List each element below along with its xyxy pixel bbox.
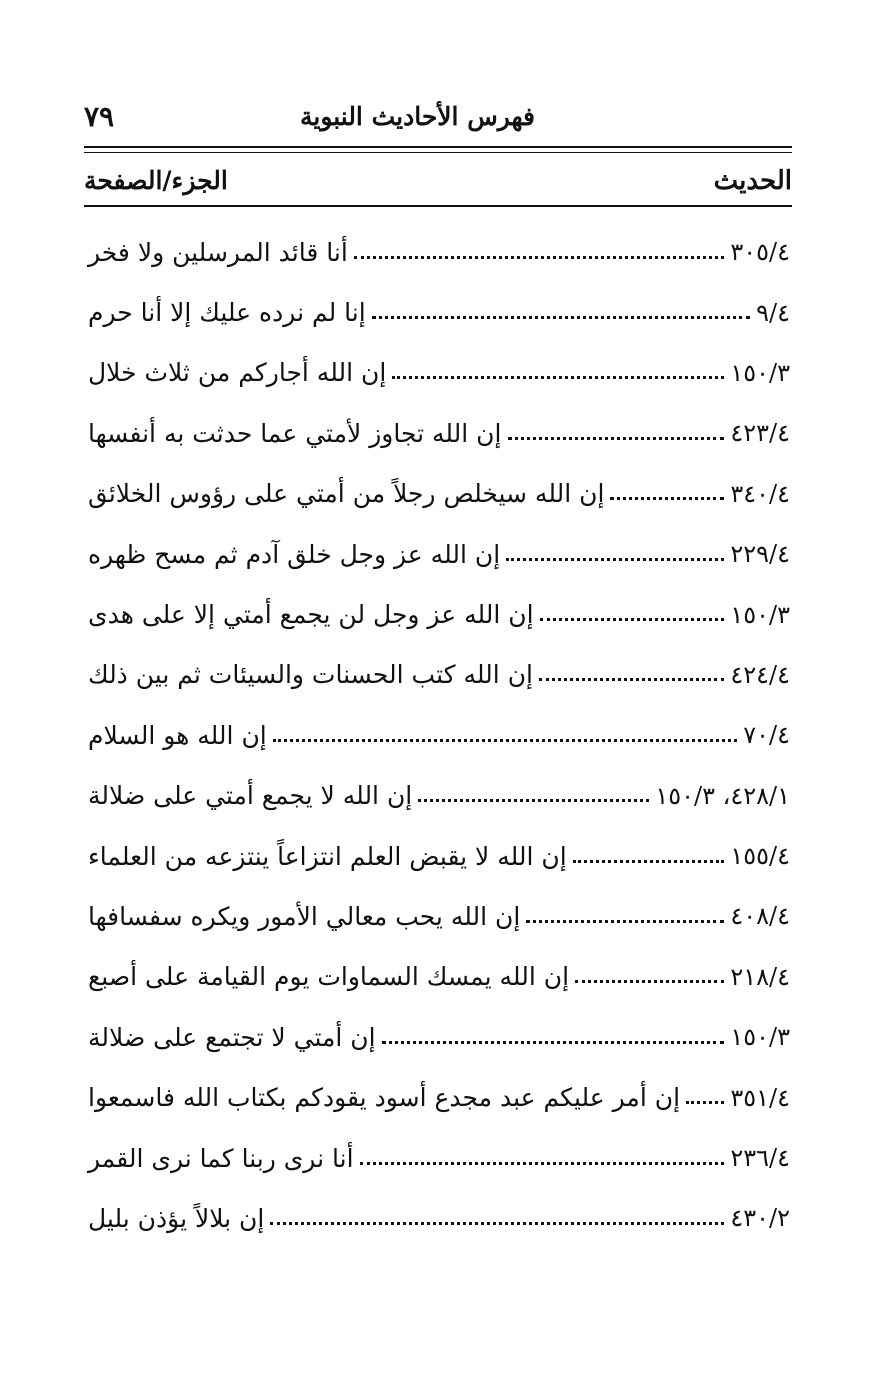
column-headers xyxy=(84,166,792,206)
hadith-text: إن أمر عليكم عبد مجدع أسود يقودكم بكتاب الله فاسمعوا xyxy=(88,1083,681,1113)
dot-leader xyxy=(418,799,649,802)
dot-leader xyxy=(354,256,725,259)
dot-leader xyxy=(360,1162,725,1165)
volume-page-reference: ١٥٠/٣ xyxy=(730,600,790,629)
index-entry xyxy=(84,403,792,463)
index-entry xyxy=(84,584,792,644)
dot-leader xyxy=(506,558,724,561)
page-number: ٧٩ xyxy=(84,100,115,133)
dot-leader xyxy=(610,497,724,500)
dot-leader xyxy=(540,618,725,621)
running-title: فهرس الأحاديث النبوية xyxy=(299,102,535,131)
hadith-text: إن الله لا يقبض العلم انتزاعاً ينتزعه من العلماء xyxy=(88,841,567,871)
dot-leader xyxy=(273,739,737,742)
hadith-text: إن الله هو السلام xyxy=(88,720,267,750)
dot-leader xyxy=(539,678,724,681)
header-rule xyxy=(84,146,792,148)
hadith-text: إن الله كتب الحسنات والسيئات ثم بين ذلك xyxy=(88,660,533,690)
index-entry xyxy=(84,464,792,524)
volume-page-reference: ٣٠٥/٤ xyxy=(730,238,790,267)
volume-page-reference: ٢١٨/٤ xyxy=(730,962,790,991)
volume-page-reference: ٩/٤ xyxy=(756,298,790,327)
dot-leader xyxy=(526,920,724,923)
index-entry xyxy=(84,1067,792,1127)
dot-leader xyxy=(573,860,725,863)
volume-page-reference: ١٥٠/٣ xyxy=(730,358,790,387)
volume-page-reference: ٢٢٩/٤ xyxy=(730,540,790,569)
hadith-text: إن الله أجاركم من ثلاث خلال xyxy=(88,358,387,388)
hadith-index-list xyxy=(84,222,792,1249)
volume-page-reference: ٤٢٨/١، ١٥٠/٣ xyxy=(655,781,790,810)
column-header-hadith: الحديث xyxy=(713,166,792,196)
running-header xyxy=(84,100,793,140)
volume-page-reference: ١٥٥/٤ xyxy=(730,842,790,871)
volume-page-reference: ٤٠٨/٤ xyxy=(730,902,790,931)
index-entry xyxy=(84,947,792,1007)
hadith-text: إن الله عز وجل لن يجمع أمتي إلا على هدى xyxy=(88,600,534,630)
index-entry xyxy=(84,343,792,403)
index-entry xyxy=(84,282,792,342)
index-entry xyxy=(84,886,792,946)
index-entry xyxy=(84,766,792,826)
hadith-text: إن الله لا يجمع أمتي على ضلالة xyxy=(88,781,413,811)
index-entry xyxy=(84,1128,792,1188)
dot-leader xyxy=(392,376,724,379)
index-entry xyxy=(84,524,792,584)
column-header-rule xyxy=(84,205,792,207)
index-entry xyxy=(84,1007,792,1067)
hadith-text: إن الله تجاوز لأمتي عما حدثت به أنفسها xyxy=(88,418,502,448)
dot-leader xyxy=(575,980,724,983)
hadith-text: أنا قائد المرسلين ولا فخر xyxy=(88,237,348,267)
index-entry xyxy=(84,705,792,765)
column-header-volume-page: الجزء/الصفحة xyxy=(84,166,228,195)
hadith-text: إن أمتي لا تجتمع على ضلالة xyxy=(88,1022,376,1052)
volume-page-reference: ٣٤٠/٤ xyxy=(730,479,790,508)
hadith-text: إن الله سيخلص رجلاً من أمتي على رؤوس الخلائق xyxy=(88,479,605,509)
volume-page-reference: ٤٣٠/٢ xyxy=(730,1204,790,1233)
hadith-text: إنا لم نرده عليك إلا أنا حرم xyxy=(88,298,366,328)
index-entry xyxy=(84,826,792,886)
hadith-text: أنا نرى ربنا كما نرى القمر xyxy=(88,1143,354,1173)
index-entry xyxy=(84,222,792,282)
dot-leader xyxy=(372,316,750,319)
index-entry xyxy=(84,645,792,705)
header-rule-thin xyxy=(84,152,792,153)
volume-page-reference: ٤٢٤/٤ xyxy=(730,660,790,689)
dot-leader xyxy=(382,1041,725,1044)
volume-page-reference: ٧٠/٤ xyxy=(743,721,790,750)
volume-page-reference: ١٥٠/٣ xyxy=(730,1023,790,1052)
volume-page-reference: ٣٥١/٤ xyxy=(730,1083,790,1112)
hadith-text: إن الله يحب معالي الأمور ويكره سفسافها xyxy=(88,901,521,931)
volume-page-reference: ٢٣٦/٤ xyxy=(730,1144,790,1173)
volume-page-reference: ٤٢٣/٤ xyxy=(730,419,790,448)
hadith-text: إن بلالاً يؤذن بليل xyxy=(88,1203,265,1233)
hadith-text: إن الله يمسك السماوات يوم القيامة على أصبع xyxy=(88,962,570,992)
dot-leader xyxy=(270,1222,724,1225)
hadith-text: إن الله عز وجل خلق آدم ثم مسح ظهره xyxy=(88,539,501,569)
dot-leader xyxy=(686,1101,724,1104)
index-entry xyxy=(84,1188,792,1248)
dot-leader xyxy=(508,437,725,440)
